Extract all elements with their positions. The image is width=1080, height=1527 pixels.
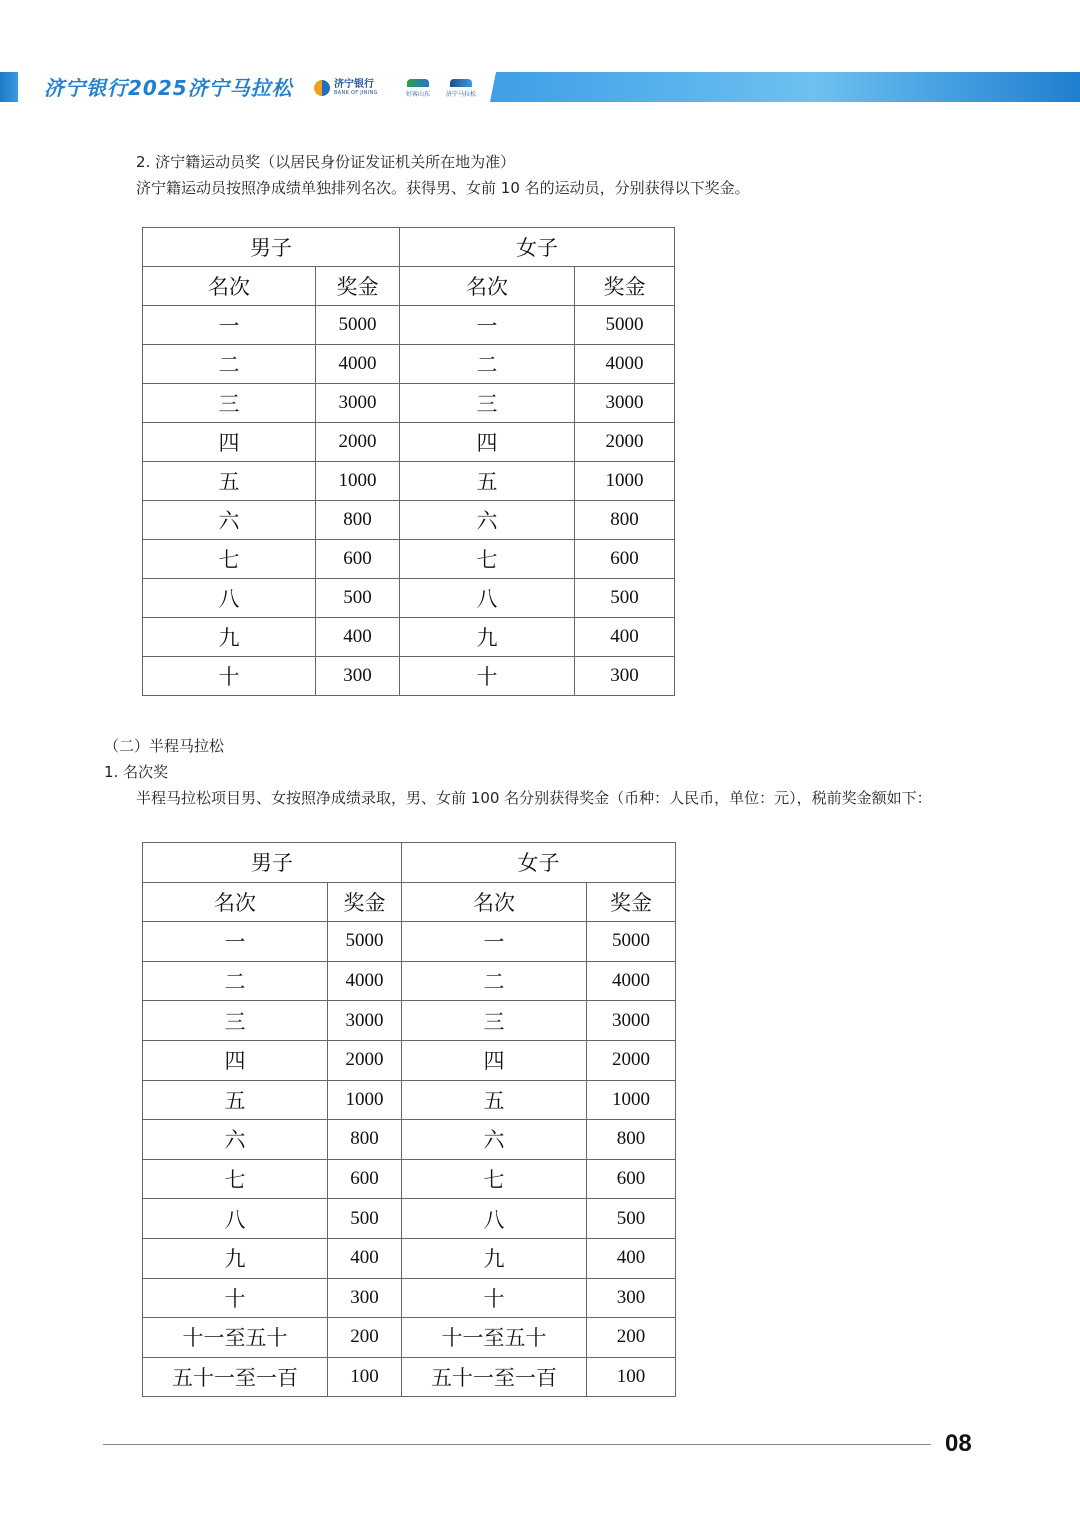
female-rank-cell: 五十一至一百 [402, 1357, 587, 1397]
female-prize-cell: 1000 [587, 1080, 676, 1120]
male-prize-cell: 1000 [328, 1080, 402, 1120]
female-rank-cell: 一 [402, 922, 587, 962]
table-row [143, 657, 675, 696]
male-prize-cell: 3000 [316, 384, 400, 423]
male-prize-cell: 200 [328, 1318, 402, 1358]
female-prize-cell: 3000 [587, 1001, 676, 1041]
male-rank-cell: 三 [143, 1001, 328, 1041]
male-prize-cell: 4000 [316, 345, 400, 384]
table-row [143, 1318, 676, 1358]
female-rank-cell: 十一至五十 [402, 1318, 587, 1358]
female-prize-cell: 5000 [575, 306, 675, 345]
marathon-logo-text: 济宁马拉松 [446, 90, 477, 98]
female-prize-cell: 400 [575, 618, 675, 657]
female-rank-cell: 三 [400, 384, 575, 423]
male-header: 男子 [143, 228, 400, 267]
male-prize-cell: 5000 [328, 922, 402, 962]
table-row [143, 1238, 676, 1278]
bank-logo-cn: 济宁银行 [334, 79, 374, 90]
female-rank-cell: 三 [402, 1001, 587, 1041]
table-row [143, 384, 675, 423]
table-row [143, 1040, 676, 1080]
female-header: 女子 [400, 228, 675, 267]
table-row [143, 1001, 676, 1041]
female-prize-cell: 2000 [587, 1040, 676, 1080]
bank-logo-icon [314, 80, 330, 96]
table-row [143, 462, 675, 501]
female-rank-cell: 四 [400, 423, 575, 462]
male-rank-header: 名次 [143, 882, 328, 922]
table-row [143, 540, 675, 579]
female-prize-cell: 200 [587, 1318, 676, 1358]
male-rank-cell: 八 [143, 579, 316, 618]
half-marathon-prize-table [142, 842, 676, 1397]
female-rank-cell: 六 [402, 1120, 587, 1160]
banner-right-bar [490, 72, 1080, 102]
male-prize-cell: 5000 [316, 306, 400, 345]
male-rank-cell: 二 [143, 345, 316, 384]
male-rank-cell: 十 [143, 657, 316, 696]
male-prize-cell: 500 [328, 1199, 402, 1239]
female-prize-cell: 400 [587, 1238, 676, 1278]
female-rank-cell: 八 [400, 579, 575, 618]
shandong-logo-text: 好客山东 [405, 90, 430, 98]
banner-title: 济宁银行2025济宁马拉松 [44, 76, 293, 100]
male-rank-cell: 五 [143, 462, 316, 501]
male-rank-cell: 五 [143, 1080, 328, 1120]
male-prize-cell: 500 [316, 579, 400, 618]
female-rank-cell: 五 [402, 1080, 587, 1120]
female-rank-header: 名次 [402, 882, 587, 922]
female-rank-cell: 九 [400, 618, 575, 657]
table-row [143, 1159, 676, 1199]
male-rank-cell: 一 [143, 306, 316, 345]
male-prize-header: 奖金 [316, 267, 400, 306]
table-row [143, 1080, 676, 1120]
male-prize-cell: 1000 [316, 462, 400, 501]
section-b-sub-heading: 1. 名次奖 [104, 763, 169, 781]
table-row [143, 345, 675, 384]
male-prize-cell: 3000 [328, 1001, 402, 1041]
female-prize-cell: 600 [587, 1159, 676, 1199]
shandong-logo-icon [407, 79, 429, 87]
male-rank-cell: 十一至五十 [143, 1318, 328, 1358]
female-rank-cell: 一 [400, 306, 575, 345]
bank-logo-en: BANK OF JINING [334, 90, 378, 96]
female-rank-cell: 七 [402, 1159, 587, 1199]
female-prize-cell: 500 [575, 579, 675, 618]
banner-left-bar [0, 72, 18, 102]
table-row [143, 618, 675, 657]
table-row [143, 1199, 676, 1239]
table-row [143, 306, 675, 345]
shandong-logo [403, 76, 433, 100]
female-prize-header: 奖金 [575, 267, 675, 306]
female-prize-cell: 100 [587, 1357, 676, 1397]
footer-divider [103, 1444, 931, 1445]
female-prize-cell: 1000 [575, 462, 675, 501]
male-prize-cell: 800 [328, 1120, 402, 1160]
male-rank-cell: 一 [143, 922, 328, 962]
male-prize-cell: 600 [316, 540, 400, 579]
male-prize-header: 奖金 [328, 882, 402, 922]
male-rank-cell: 六 [143, 501, 316, 540]
page-number: 08 [945, 1430, 972, 1457]
female-prize-cell: 4000 [575, 345, 675, 384]
female-prize-cell: 500 [587, 1199, 676, 1239]
male-prize-cell: 2000 [316, 423, 400, 462]
male-rank-cell: 四 [143, 423, 316, 462]
jining-athlete-prize-table [142, 227, 675, 696]
female-prize-cell: 600 [575, 540, 675, 579]
section-a-heading: 2. 济宁籍运动员奖（以居民身份证发证机关所在地为准） [136, 153, 516, 171]
male-prize-cell: 300 [316, 657, 400, 696]
female-prize-header: 奖金 [587, 882, 676, 922]
female-rank-header: 名次 [400, 267, 575, 306]
female-rank-cell: 十 [400, 657, 575, 696]
female-prize-cell: 4000 [587, 961, 676, 1001]
male-prize-cell: 800 [316, 501, 400, 540]
female-header: 女子 [402, 843, 676, 883]
table-row [143, 1120, 676, 1160]
table-row [143, 579, 675, 618]
female-prize-cell: 300 [587, 1278, 676, 1318]
female-rank-cell: 八 [402, 1199, 587, 1239]
male-prize-cell: 300 [328, 1278, 402, 1318]
male-prize-cell: 100 [328, 1357, 402, 1397]
male-rank-cell: 八 [143, 1199, 328, 1239]
female-prize-cell: 3000 [575, 384, 675, 423]
male-rank-cell: 二 [143, 961, 328, 1001]
female-rank-cell: 六 [400, 501, 575, 540]
table-row [143, 423, 675, 462]
section-a-description: 济宁籍运动员按照净成绩单独排列名次。获得男、女前 10 名的运动员，分别获得以下奖金。 [136, 179, 750, 197]
female-rank-cell: 七 [400, 540, 575, 579]
jining-marathon-logo [446, 76, 476, 100]
male-rank-cell: 七 [143, 540, 316, 579]
male-prize-cell: 4000 [328, 961, 402, 1001]
male-rank-cell: 四 [143, 1040, 328, 1080]
female-rank-cell: 九 [402, 1238, 587, 1278]
male-prize-cell: 400 [328, 1238, 402, 1278]
table-row [143, 1278, 676, 1318]
female-prize-cell: 300 [575, 657, 675, 696]
bank-of-jining-logo [314, 76, 378, 100]
female-prize-cell: 800 [575, 501, 675, 540]
marathon-logo-icon [450, 79, 472, 87]
male-rank-cell: 九 [143, 1238, 328, 1278]
male-rank-cell: 十 [143, 1278, 328, 1318]
female-rank-cell: 二 [402, 961, 587, 1001]
female-prize-cell: 2000 [575, 423, 675, 462]
male-rank-cell: 九 [143, 618, 316, 657]
male-rank-cell: 五十一至一百 [143, 1357, 328, 1397]
section-b-part-heading: （二）半程马拉松 [104, 737, 225, 755]
female-rank-cell: 四 [402, 1040, 587, 1080]
male-header: 男子 [143, 843, 402, 883]
female-prize-cell: 800 [587, 1120, 676, 1160]
male-prize-cell: 400 [316, 618, 400, 657]
section-b-description: 半程马拉松项目男、女按照净成绩录取，男、女前 100 名分别获得奖金（币种：人民币，单位：元），税前奖金额如下： [136, 789, 932, 807]
female-rank-cell: 二 [400, 345, 575, 384]
table-row [143, 501, 675, 540]
female-rank-cell: 十 [402, 1278, 587, 1318]
male-rank-cell: 七 [143, 1159, 328, 1199]
female-prize-cell: 5000 [587, 922, 676, 962]
table-row [143, 961, 676, 1001]
male-rank-cell: 六 [143, 1120, 328, 1160]
male-prize-cell: 2000 [328, 1040, 402, 1080]
male-rank-header: 名次 [143, 267, 316, 306]
female-rank-cell: 五 [400, 462, 575, 501]
male-prize-cell: 600 [328, 1159, 402, 1199]
table-row [143, 1357, 676, 1397]
male-rank-cell: 三 [143, 384, 316, 423]
table-row [143, 922, 676, 962]
